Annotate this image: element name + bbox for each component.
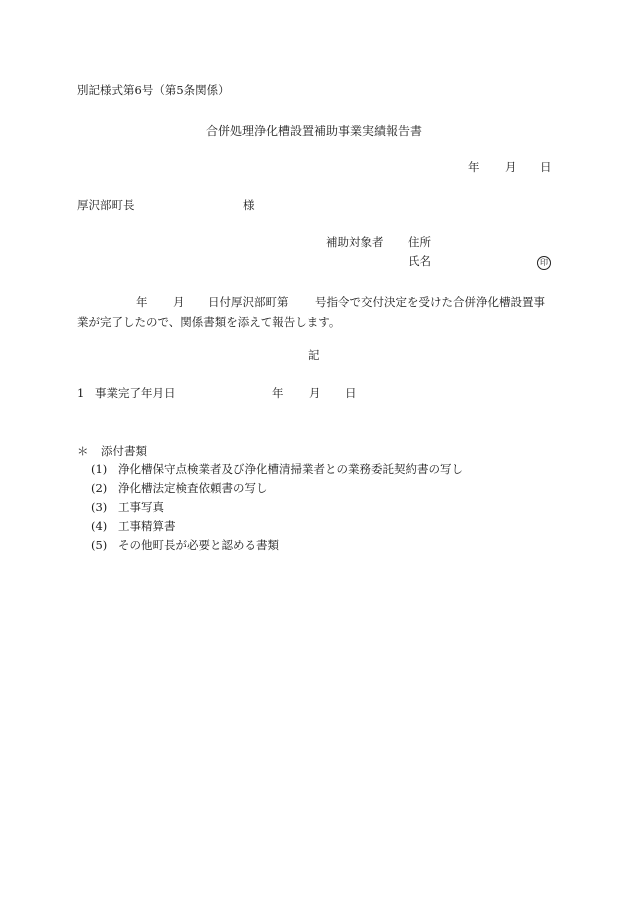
date-day-label: 日 [540, 160, 552, 174]
applicant-role-label: 補助対象者 [326, 235, 384, 249]
body-month-label: 月 [173, 295, 185, 309]
attachment-1-text: 浄化槽保守点検業者及び浄化槽清掃業者との業務委託契約書の写し [118, 462, 463, 476]
attachment-3-number: (3) [91, 500, 108, 514]
report-body-line-1 [77, 292, 552, 312]
date-month-label: 月 [505, 160, 517, 174]
attachment-2-text: 浄化槽法定検査依頼書の写し [118, 481, 268, 495]
form-label: 別記様式第6号（第5条関係） [77, 83, 230, 97]
attachment-5-number: (5) [91, 538, 108, 552]
attachment-5-text: その他町長が必要と認める書類 [118, 538, 279, 552]
address-label: 住所 [408, 235, 431, 249]
body-reference: 日付厚沢部町第 [208, 295, 289, 309]
attachment-3-text: 工事写真 [118, 500, 164, 514]
attachment-2-number: (2) [91, 481, 108, 495]
report-body-line-2: 業が完了したので、関係書類を添えて報告します。 [77, 315, 341, 329]
item-1-label: 事業完了年月日 [95, 386, 176, 400]
attachments-heading: 添付書類 [101, 444, 147, 458]
attachment-1-number: (1) [91, 462, 108, 476]
recipient-name: 厚沢部町長 [77, 198, 135, 212]
item-1-month-label: 月 [309, 386, 321, 400]
item-1-number: 1 [77, 386, 85, 400]
document-title: 合併処理浄化槽設置補助事業実績報告書 [206, 124, 423, 138]
attachment-4-number: (4) [91, 519, 108, 533]
date-year-label: 年 [468, 160, 480, 174]
ki-marker: 記 [308, 348, 320, 362]
body-text-rest: 号指令で交付決定を受けた合併浄化槽設置事 [315, 295, 545, 309]
item-1-year-label: 年 [272, 386, 284, 400]
item-1-day-label: 日 [345, 386, 357, 400]
body-year-label: 年 [136, 295, 148, 309]
report-body [77, 292, 552, 332]
recipient-honorific: 様 [243, 198, 255, 212]
name-label: 氏名 [408, 254, 431, 268]
attachment-4-text: 工事精算書 [118, 519, 176, 533]
seal-icon: 印 [537, 256, 551, 270]
attachments-marker: ＊ [77, 444, 89, 458]
